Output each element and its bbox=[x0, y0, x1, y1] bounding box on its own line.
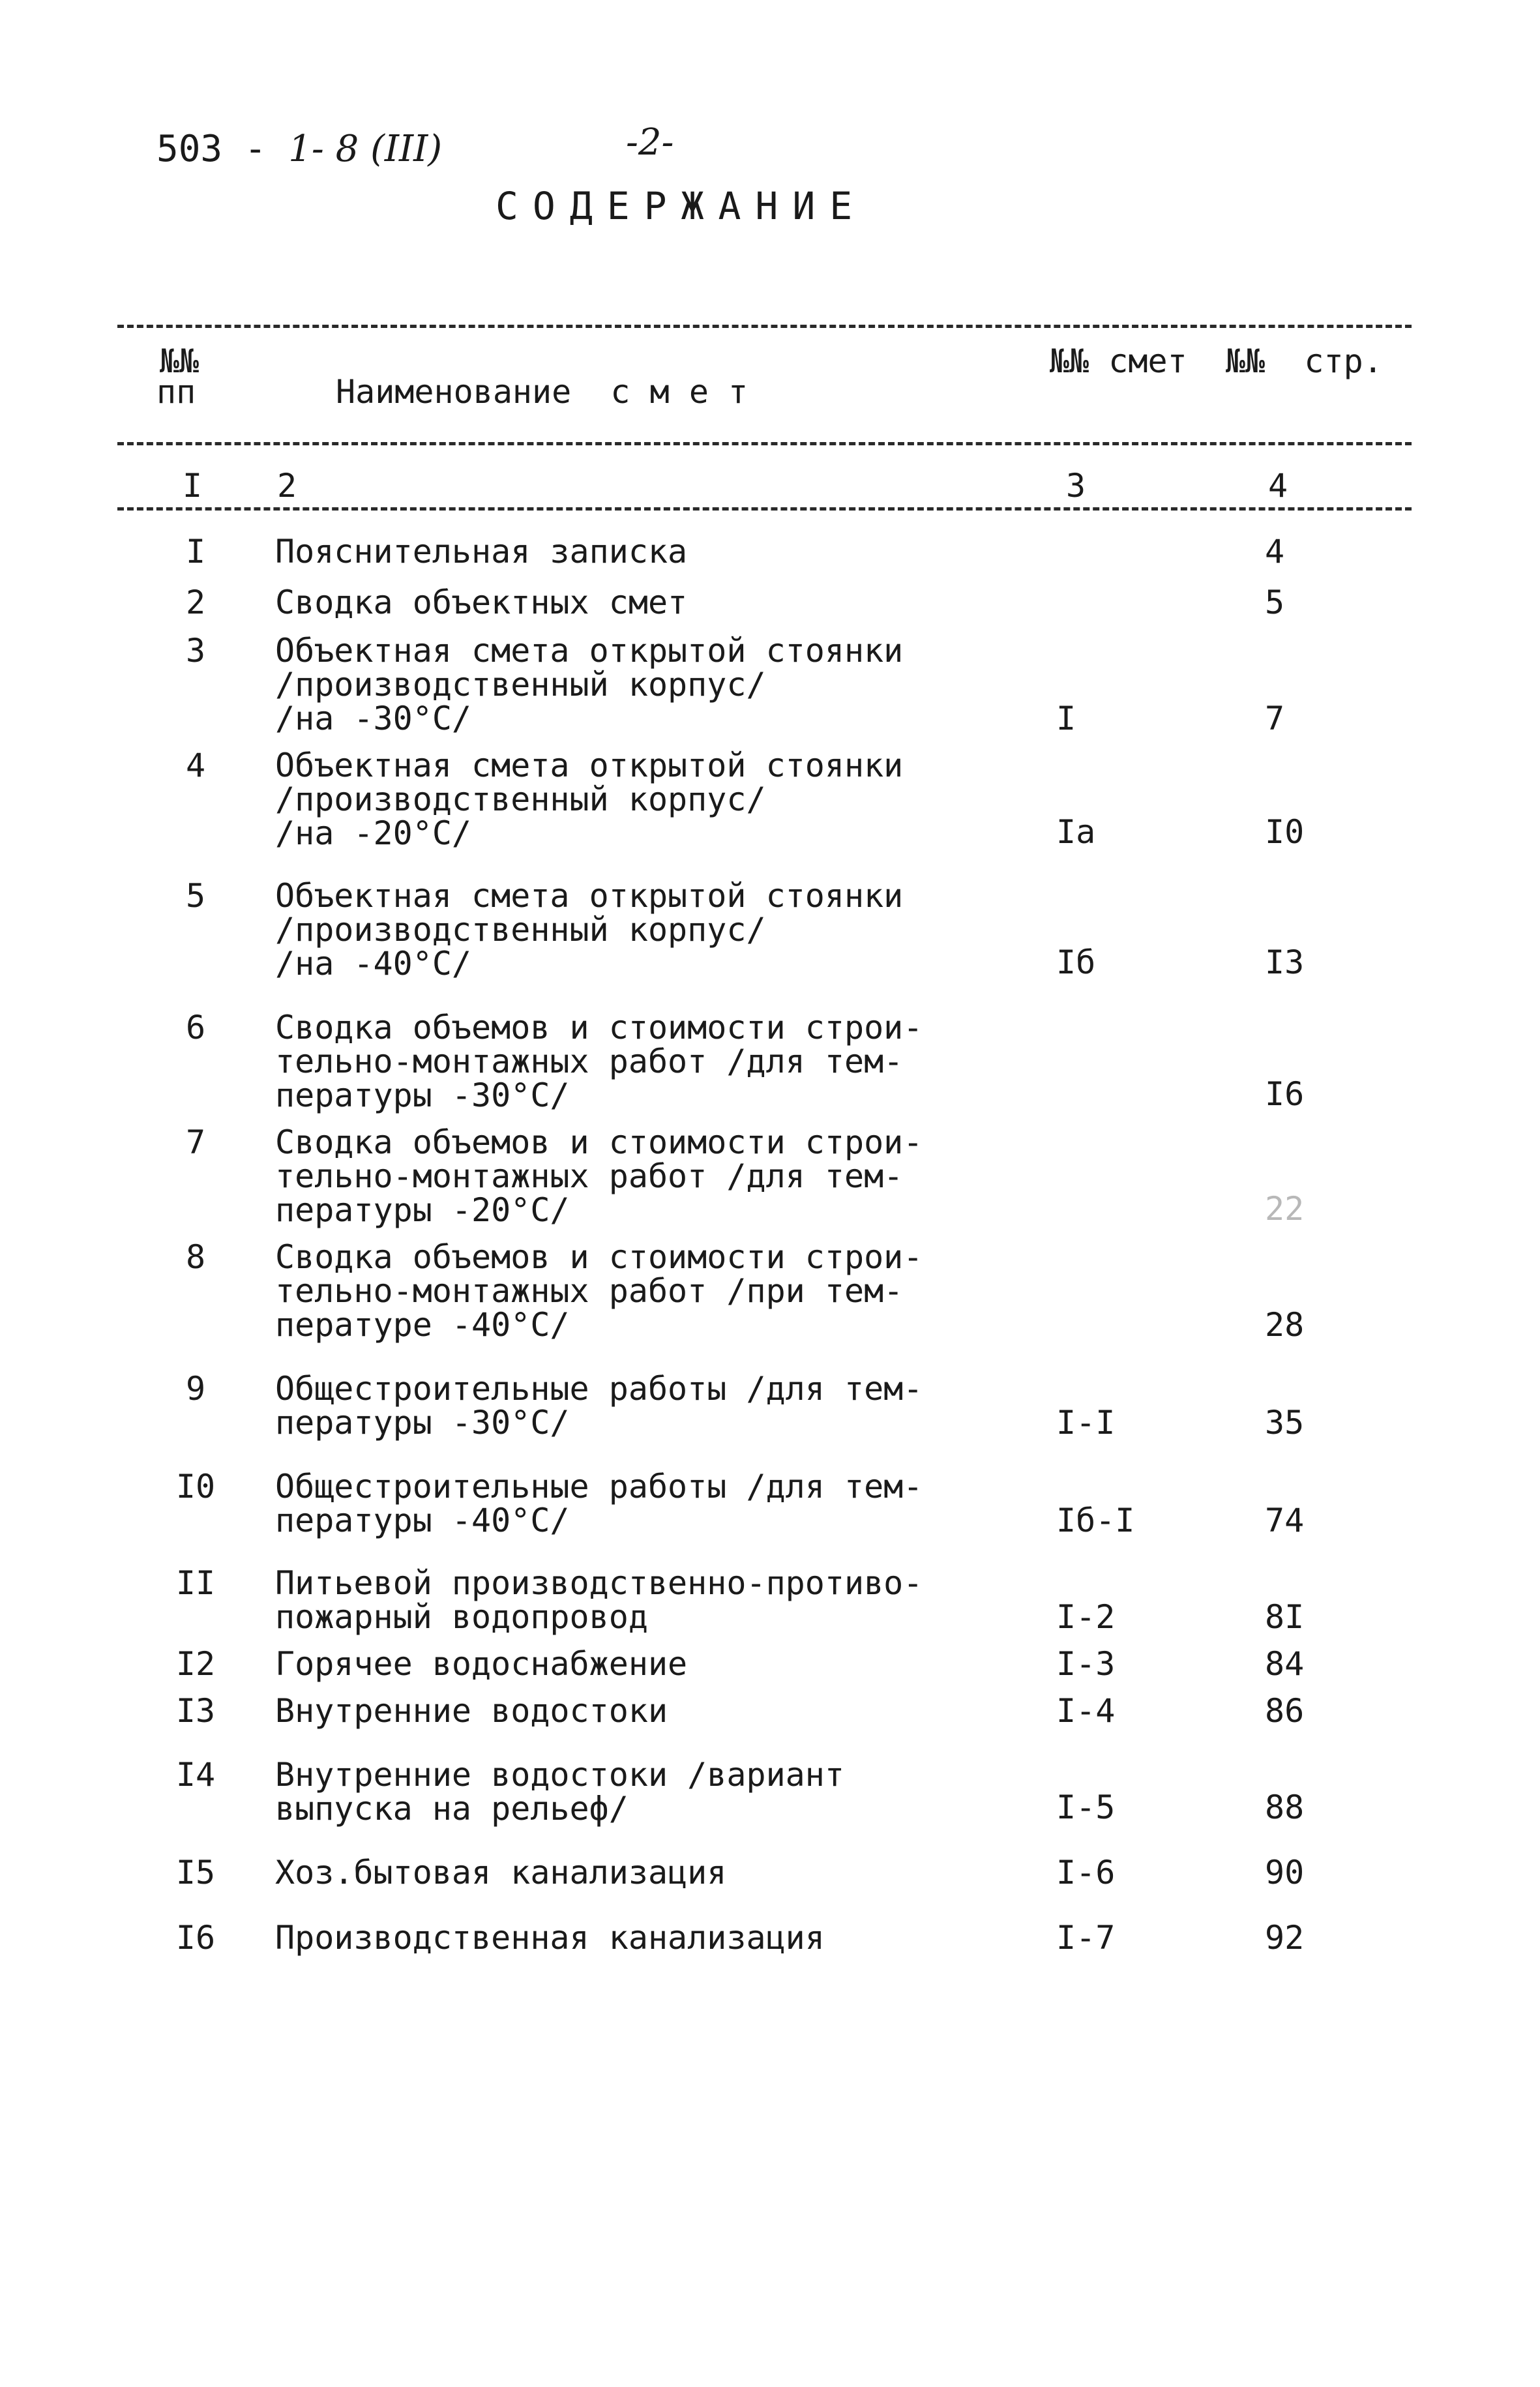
page-number: -2- bbox=[626, 121, 674, 164]
row-2-name: Сводка объектных смет bbox=[275, 584, 688, 621]
column-header-num-top: №№ bbox=[160, 342, 200, 380]
row-7-number: 7 bbox=[185, 1123, 206, 1161]
row-1-page: 4 bbox=[1265, 533, 1285, 571]
row-10-page: 74 bbox=[1265, 1502, 1305, 1539]
document-code bbox=[156, 128, 442, 170]
row-14-page: 88 bbox=[1265, 1788, 1305, 1826]
row-4-number: 4 bbox=[185, 747, 206, 784]
column-header-page: №№ стр. bbox=[1226, 342, 1383, 380]
row-6-page: I6 bbox=[1265, 1075, 1305, 1113]
row-16-number: I6 bbox=[175, 1919, 216, 1957]
column-number-1: I bbox=[183, 467, 203, 505]
row-1-number: I bbox=[185, 533, 206, 571]
row-13-name: Внутренние водостоки bbox=[275, 1692, 668, 1730]
row-16-name: Производственная канализация bbox=[275, 1919, 825, 1957]
row-9-number: 9 bbox=[185, 1370, 206, 1408]
header-top-rule bbox=[117, 325, 1412, 328]
row-10-name: Общестроительные работы /для тем- пературы -40°С/ bbox=[275, 1468, 923, 1539]
row-2-number: 2 bbox=[185, 584, 206, 621]
row-13-page: 86 bbox=[1265, 1692, 1305, 1730]
row-10-estimate: Iб-I bbox=[1056, 1502, 1135, 1539]
row-12-estimate: I-3 bbox=[1056, 1645, 1116, 1683]
row-5-name: Объектная смета открытой стоянки /производственный корпус/ /на -40°С/ bbox=[275, 877, 904, 983]
row-14-name: Внутренние водостоки /вариант выпуска на рельеф/ bbox=[275, 1756, 844, 1828]
row-10-number: I0 bbox=[175, 1468, 216, 1505]
column-number-3: 3 bbox=[1066, 467, 1086, 505]
column-numbers-rule bbox=[117, 507, 1412, 511]
column-header-estimate: №№ смет bbox=[1050, 342, 1187, 380]
row-4-page: I0 bbox=[1265, 813, 1305, 851]
row-12-page: 84 bbox=[1265, 1645, 1305, 1683]
row-15-page: 90 bbox=[1265, 1854, 1305, 1891]
row-12-number: I2 bbox=[175, 1645, 216, 1683]
row-1-name: Пояснительная записка bbox=[275, 533, 688, 571]
row-13-number: I3 bbox=[175, 1692, 216, 1730]
column-number-4: 4 bbox=[1268, 467, 1288, 505]
row-3-name: Объектная смета открытой стоянки /производственный корпус/ /на -30°С/ bbox=[275, 632, 904, 737]
row-16-page: 92 bbox=[1265, 1919, 1305, 1957]
row-2-page: 5 bbox=[1265, 584, 1285, 621]
row-15-number: I5 bbox=[175, 1854, 216, 1891]
document-code-prefix: 503 - bbox=[156, 128, 267, 170]
row-6-name: Сводка объемов и стоимости строи- тельно-монтажных работ /для тем- пературы -30°С/ bbox=[275, 1009, 923, 1114]
row-13-estimate: I-4 bbox=[1056, 1692, 1116, 1730]
row-11-name: Питьевой производственно-противо- пожарный водопровод bbox=[275, 1564, 923, 1636]
row-11-number: II bbox=[175, 1564, 216, 1602]
page-title: СОДЕРЖАНИЕ bbox=[496, 184, 867, 228]
column-number-2: 2 bbox=[277, 467, 297, 505]
row-7-name: Сводка объемов и стоимости строи- тельно-монтажных работ /для тем- пературы -20°С/ bbox=[275, 1123, 923, 1229]
row-9-name: Общестроительные работы /для тем- пературы -30°С/ bbox=[275, 1370, 923, 1442]
row-5-estimate: Iб bbox=[1056, 943, 1096, 981]
row-5-page: I3 bbox=[1265, 943, 1305, 981]
row-8-page: 28 bbox=[1265, 1306, 1305, 1344]
header-bottom-rule bbox=[117, 442, 1412, 445]
row-6-number: 6 bbox=[185, 1009, 206, 1046]
row-3-number: 3 bbox=[185, 632, 206, 670]
row-9-page: 35 bbox=[1265, 1404, 1305, 1442]
row-11-page: 8I bbox=[1265, 1598, 1305, 1636]
row-15-name: Хоз.бытовая канализация bbox=[275, 1854, 727, 1891]
row-11-estimate: I-2 bbox=[1056, 1598, 1116, 1636]
row-15-estimate: I-6 bbox=[1056, 1854, 1116, 1891]
row-3-estimate: I bbox=[1056, 700, 1076, 737]
row-12-name: Горячее водоснабжение bbox=[275, 1645, 688, 1683]
row-16-estimate: I-7 bbox=[1056, 1919, 1116, 1957]
row-9-estimate: I-I bbox=[1056, 1404, 1116, 1442]
row-4-name: Объектная смета открытой стоянки /производственный корпус/ /на -20°С/ bbox=[275, 747, 904, 852]
row-14-number: I4 bbox=[175, 1756, 216, 1794]
row-8-number: 8 bbox=[185, 1238, 206, 1276]
row-8-name: Сводка объемов и стоимости строи- тельно-монтажных работ /при тем- пературе -40°С/ bbox=[275, 1238, 923, 1344]
row-5-number: 5 bbox=[185, 877, 206, 915]
column-header-name: Наименование с м е т bbox=[336, 373, 748, 411]
document-code-handwritten: 1- 8 (III) bbox=[288, 128, 443, 170]
row-4-estimate: Iа bbox=[1056, 813, 1096, 851]
row-3-page: 7 bbox=[1265, 700, 1285, 737]
column-header-num-bottom: пп bbox=[156, 373, 196, 411]
row-14-estimate: I-5 bbox=[1056, 1788, 1116, 1826]
row-7-page: 22 bbox=[1265, 1190, 1305, 1228]
